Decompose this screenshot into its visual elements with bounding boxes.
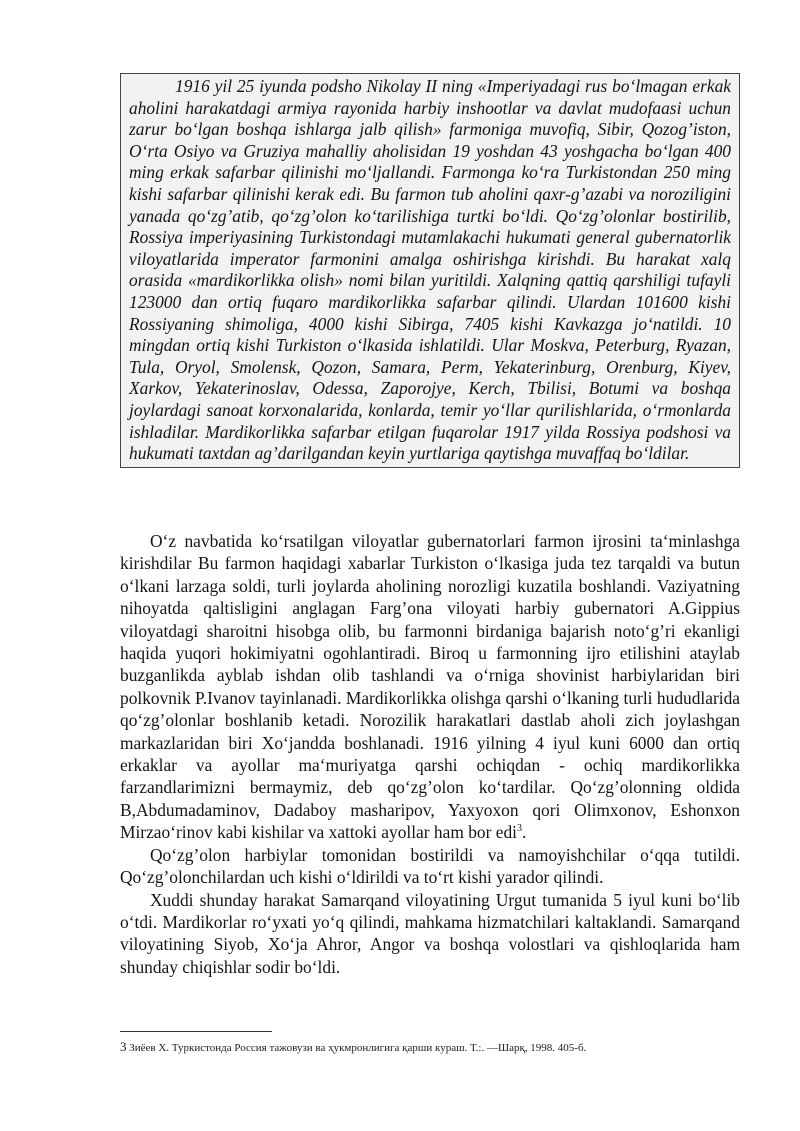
- paragraph-1-text: O‘z navbatida ko‘rsatilgan viloyatlar gubernatorlari farmon ijrosini ta‘minlashga kirishdilar Bu farmon haqidagi xabarlar Turkiston o‘lkasiga juda tez tarqaldi va butun o‘lkani larzaga soldi, turli joylarda aholining norozligi kuzatila boshlandi. Vaziyatning nihoyatda qaltisligini anglagan Farg’ona viloyati harbiy gubernatori A.Gippius viloyatdagi sharoitni hisobga olib, bu farmonni birdaniga bajarish noto‘g’ri ekanligi haqida yuqori hokimiyatni ogohlantiradi. Biroq u farmonning ijro etilishini ataylab buzganlikda ayblab ishdan olib tashlandi va o‘rniga shovinist harbiylaridan biri polkovnik P.Ivanov tayinlanadi. Mardikorlikka olishga qarshi o‘lkaning turli hududlarida qo‘zg’olonlar boshlanib ketadi. Norozilik harakatlari dastlab aholi zich joylashgan markazlaridan biri Xo‘jandda boshlanadi. 1916 yilning 4 iyul kuni 6000 dan ortiq erkaklar va ayollar ma‘muriyatga qarshi ochiqdan - ochiq mardikorlikka farzandlarimizni bermaymiz, deb qo‘zg’olon ko‘tardilar. Qo‘zg’olonning oldida B,Abdumadaminov, Dadaboy masharipov, Yaxyoxon qori Olimxonov, Eshonxon Mirzao‘rinov kabi kishilar va xattoki ayollar ham bor edi: [120, 531, 740, 843]
- footnote-number: 3: [120, 1039, 127, 1054]
- main-text: [120, 530, 740, 978]
- paragraph-3: Xuddi shunday harakat Samarqand viloyatining Urgut tumanida 5 iyul kuni bo‘lib o‘tdi. Mardikorlar ro‘yxati yo‘q qilindi, mahkama hizmatchilari kaltaklandi. Samarqand viloyatining Siyob, Xo‘ja Ahror, Angor va boshqa volostlari va qishloqlarida ham shunday chiqishlar sodir bo‘ldi.: [120, 889, 740, 977]
- paragraph-2: Qo‘zg’olon harbiylar tomonidan bostirildi va namoyishchilar o‘qqa tutildi. Qo‘zg’olonchilardan uch kishi o‘ldirildi va to‘rt kishi yarador qilindi.: [120, 844, 740, 888]
- boxed-paragraph: 1916 yil 25 iyunda podsho Nikolay II ning «Imperiyadagi rus bo‘lmagan erkak aholini harakatdagi armiya rayonida harbiy inshootlar va davlat mudofaasi uchun zarur bo‘lgan boshqa ishlarga jalb qilish» farmoniga muvofiq, Sibir, Qozog’iston, O‘rta Osiyo va Gruziya mahalliy aholisidan 19 yoshdan 43 yoshgacha bo‘lgan 400 ming erkak safarbar qilinishi mo‘ljallandi. Farmonga ko‘ra Turkistondan 250 ming kishi safarbar qilinishi kerak edi. Bu farmon tub aholini qaxr-g’azabi va noroziligini yanada qo‘zg’atib, qo‘zg’olon ko‘tarilishiga turtki bo‘ldi. Qo‘zg’olonlar bostirilib, Rossiya imperiyasining Turkistondagi mutamlakachi hukumati general gubernatorlik viloyatlarida imperator farmonini amalga oshirishga kirishdi. Bu harakat xalq orasida «mardikorlikka olish» nomi bilan yuritildi. Xalqning qattiq qarshiligi tufayli 123000 dan ortiq fuqaro mardikorlikka safarbar qilindi. Ulardan 101600 kishi Rossiyaning shimoliga, 4000 kishi Sibirga, 7405 kishi Kavkazga jo‘natildi. 10 mingdan ortiq kishi Turkiston o‘lkasida ishlatildi. Ular Moskva, Peterburg, Ryazan, Tula, Oryol, Smolensk, Qozon, Samara, Perm, Yekaterinburg, Orenburg, Kiyev, Xarkov, Yekaterinoslav, Odessa, Zaporojye, Kerch, Tbilisi, Botumi va boshqa joylardagi sanoat korxonalarida, konlarda, temir yo‘llar qurilishlarida, o‘rmonlarda ishladilar. Mardikorlikka safarbar etilgan fuqarolar 1917 yilda Rossiya podshosi va hukumati taxtdan ag’darilgandan keyin yurtlariga qaytishga muvaffaq bo‘ldilar.: [129, 76, 731, 464]
- footnote-text: Зиёев Х. Туркистонда Россия тажовузи ва ҳукмронлигига қарши кураш. Т.:. —Шарқ, 1998. 405-б.: [129, 1042, 587, 1054]
- footnote-separator: [120, 1031, 272, 1032]
- footnote: [120, 1040, 740, 1055]
- paragraph-1-end: .: [521, 822, 527, 843]
- highlighted-text-box: [120, 73, 740, 468]
- paragraph-1: [120, 530, 740, 844]
- footnote-reference[interactable]: 3: [516, 823, 522, 835]
